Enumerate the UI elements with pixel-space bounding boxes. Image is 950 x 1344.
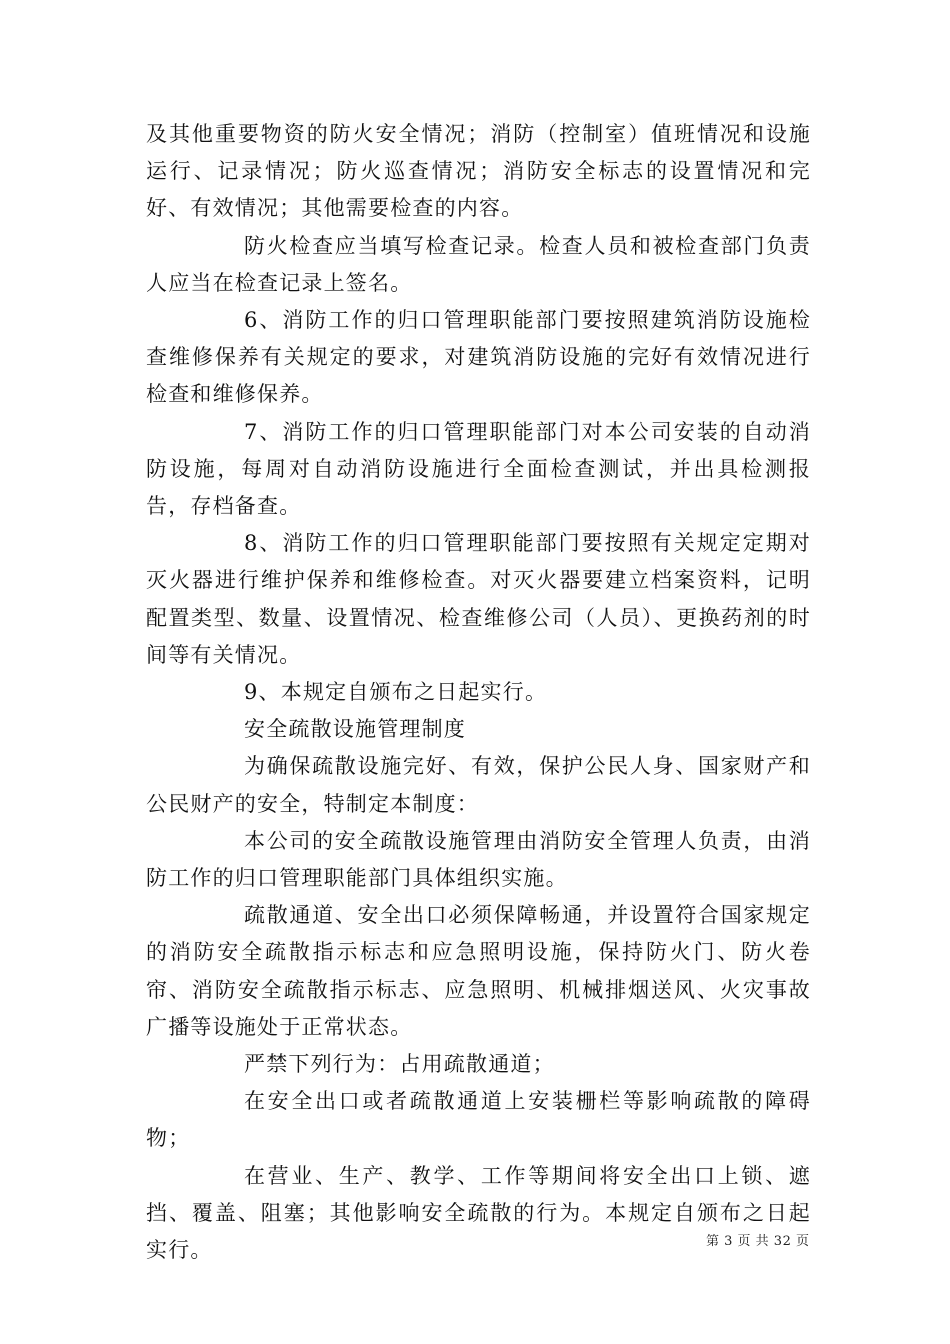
paragraph-item-8: 8、消防工作的归口管理职能部门要按照有关规定定期对灭火器进行维护保养和维修检查。对灭火器要建立档案资料，记明配置类型、数量、设置情况、检查维修公司（人员）、更换药剂的时间等有关情况。 — [146, 531, 811, 667]
paragraph-inspection-record: 防火检查应当填写检查记录。检查人员和被检查部门负责人应当在检查记录上签名。 — [146, 233, 811, 295]
paragraph-responsibility: 本公司的安全疏散设施管理由消防安全管理人负责，由消防工作的归口管理职能部门具体组织实施。 — [146, 828, 811, 891]
paragraph-closing: 在营业、生产、教学、工作等期间将安全出口上锁、遮挡、覆盖、阻塞；其他影响安全疏散的行为。本规定自颁布之日起实行。 — [146, 1163, 811, 1263]
section-heading: 安全疏散设施管理制度 — [244, 717, 466, 742]
paragraph-item-9: 9、本规定自颁布之日起实行。 — [244, 680, 548, 705]
paragraph-item-7: 7、消防工作的归口管理职能部门对本公司安装的自动消防设施，每周对自动消防设施进行全面检查测试，并出具检测报告，存档备查。 — [146, 419, 811, 519]
paragraph-item-6: 6、消防工作的归口管理职能部门要按照建筑消防设施检查维修保养有关规定的要求，对建筑消防设施的完好有效情况进行检查和维修保养。 — [146, 308, 811, 407]
paragraph-prohibited: 严禁下列行为：占用疏散通道； — [244, 1052, 555, 1077]
page-number: 第 3 页 共 32 页 — [706, 1234, 810, 1249]
paragraph-obstacles: 在安全出口或者疏散通道上安装栅栏等影响疏散的障碍物； — [146, 1089, 811, 1151]
paragraph-purpose: 为确保疏散设施完好、有效，保护公民人身、国家财产和公民财产的安全，特制定本制度： — [146, 754, 811, 816]
paragraph-continued: 及其他重要物资的防火安全情况；消防（控制室）值班情况和设施运行、记录情况；防火巡查情况；消防安全标志的设置情况和完好、有效情况；其他需要检查的内容。 — [146, 122, 811, 221]
document-body — [146, 116, 811, 1269]
paragraph-evacuation-routes: 疏散通道、安全出口必须保障畅通，并设置符合国家规定的消防安全疏散指示标志和应急照明设施，保持防火门、防火卷帘、消防安全疏散指示标志、应急照明、机械排烟送风、火灾事故广播等设施处于正常状态。 — [146, 903, 811, 1039]
